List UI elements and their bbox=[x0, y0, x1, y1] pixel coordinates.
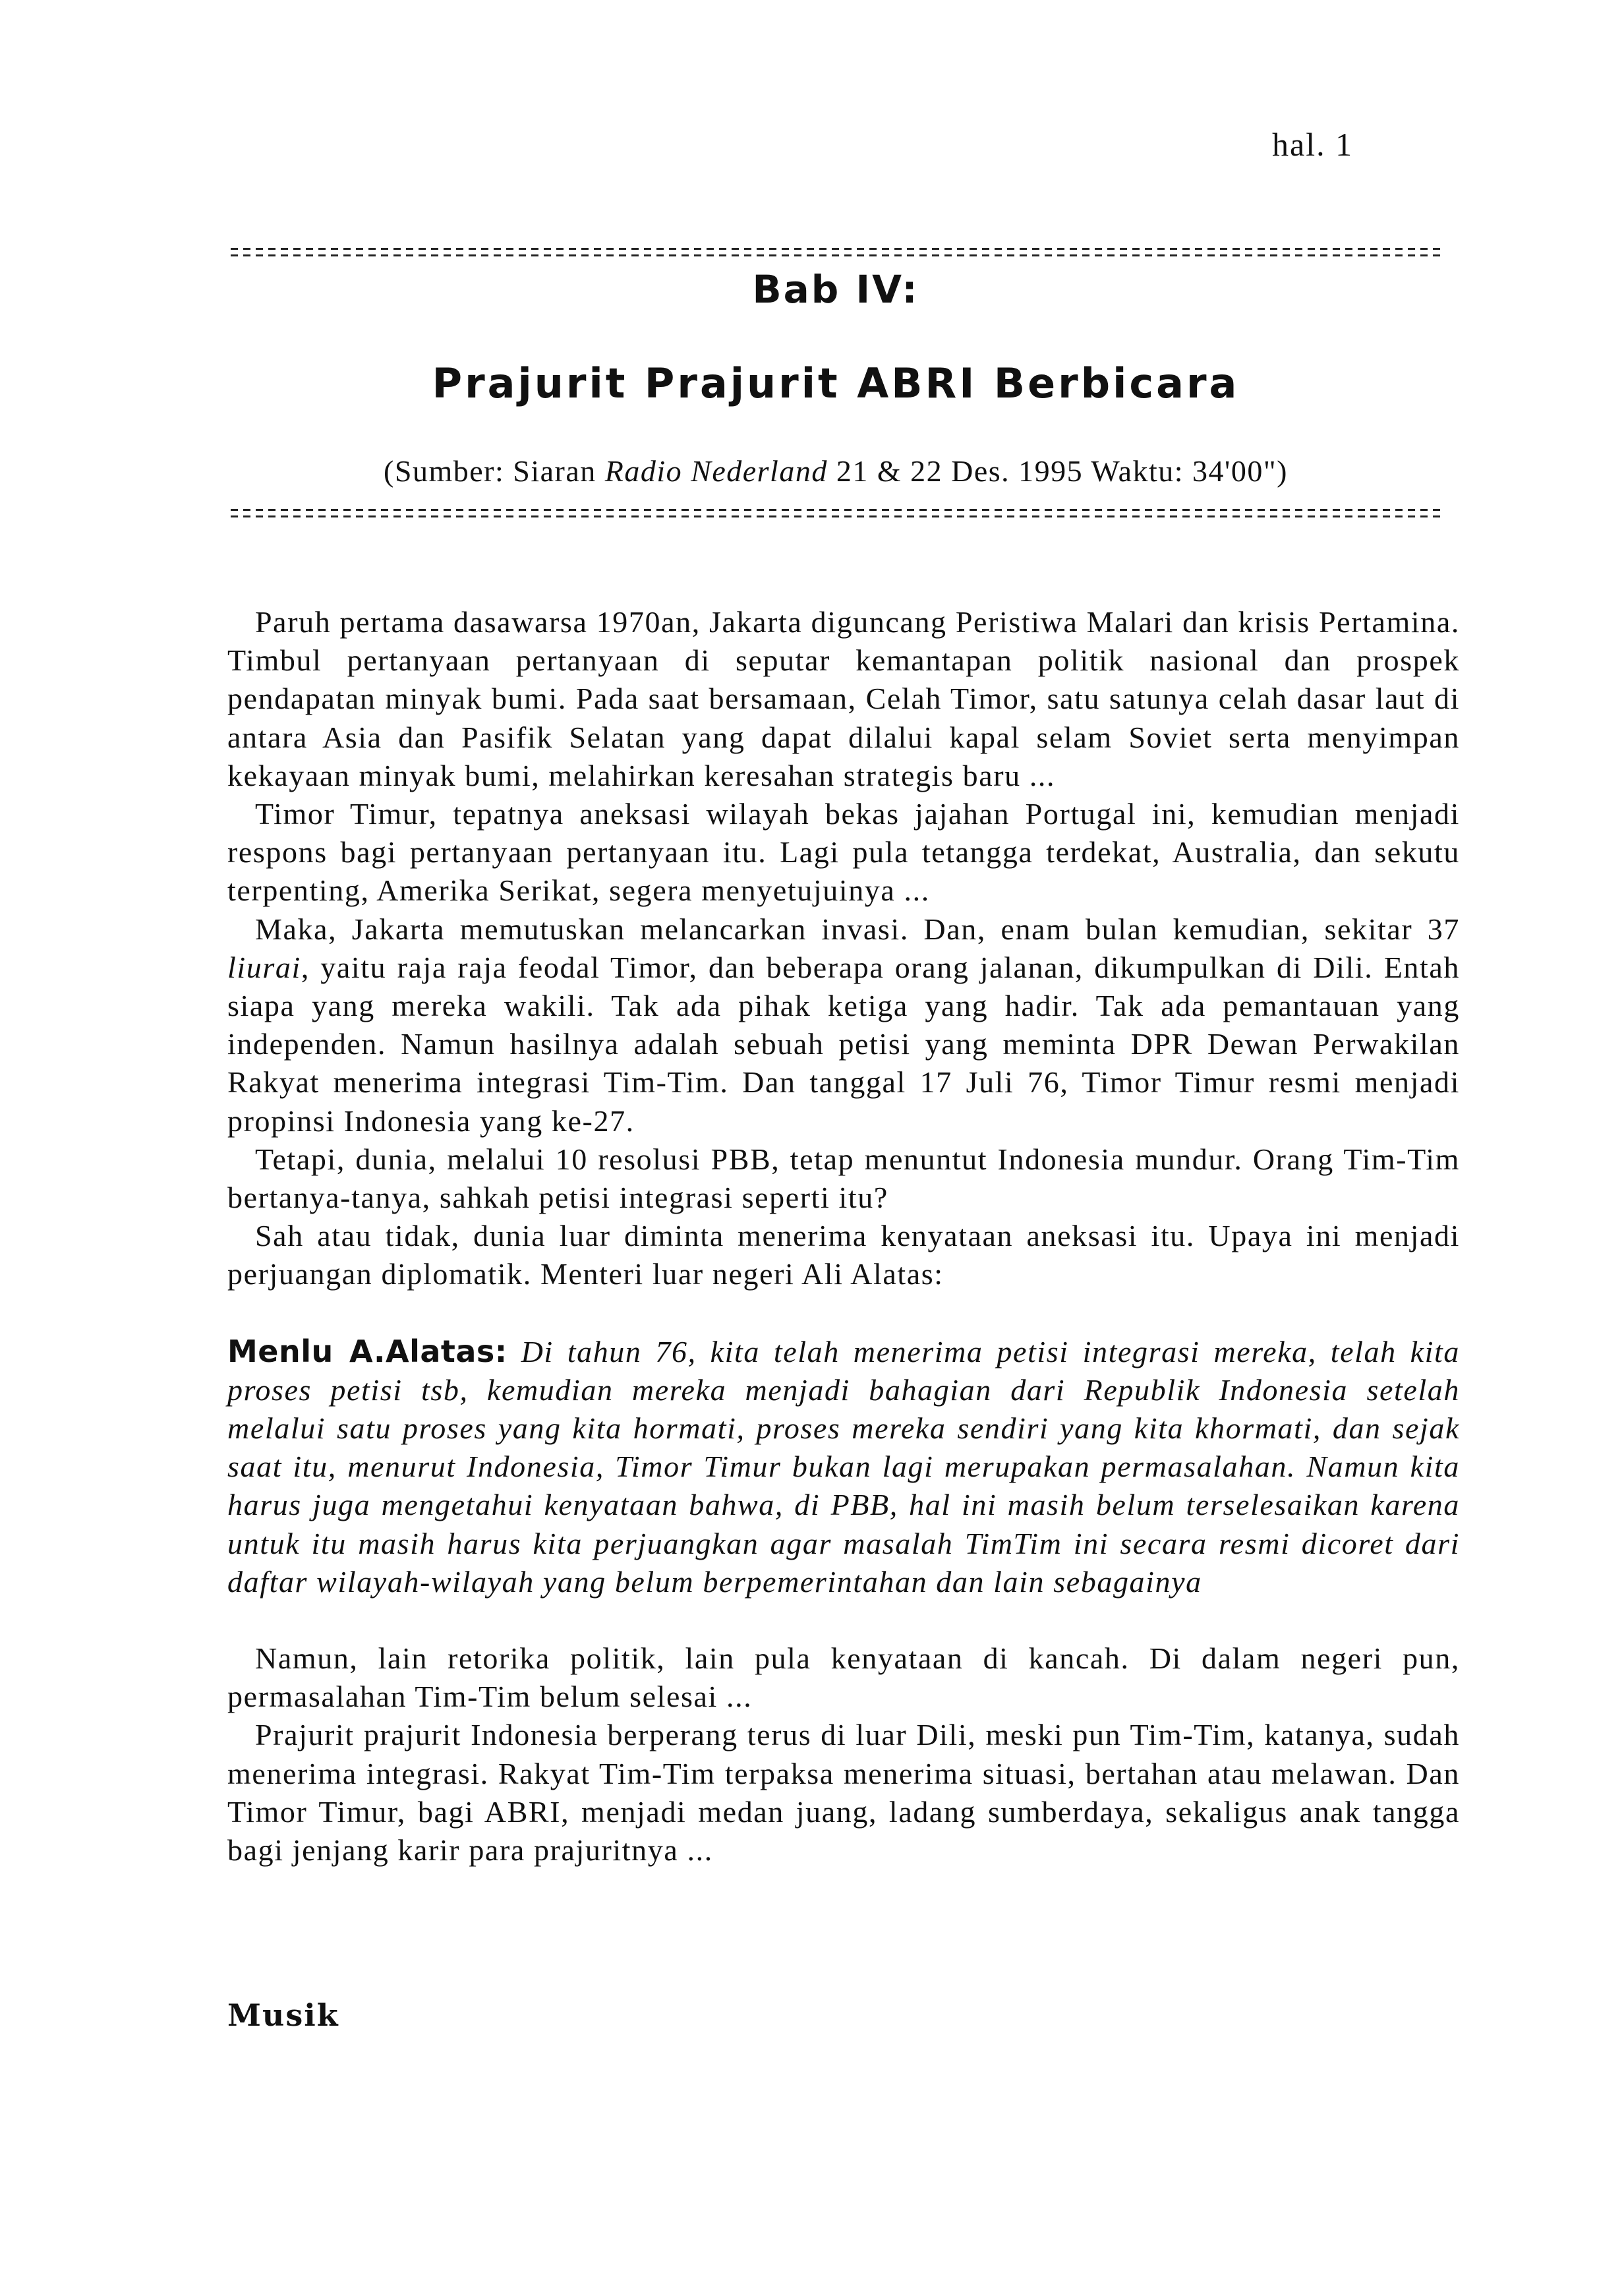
source-prefix: (Sumber: Siaran bbox=[384, 454, 605, 488]
musik-label: Musik bbox=[227, 1997, 339, 2033]
paragraph-4: Tetapi, dunia, melalui 10 resolusi PBB, tetap menuntut Indonesia mundur. Orang Tim-Tim bertanya-tanya, sahkah petisi integrasi seperti itu? bbox=[227, 1142, 1460, 1215]
source-line bbox=[24, 454, 1624, 488]
top-double-rule bbox=[231, 248, 1443, 257]
paragraph-1: Paruh pertama dasawarsa 1970an, Jakarta diguncang Peristiwa Malari dan krisis Pertamina. Timbul pertanyaan pertanyaan di seputar kemantapan politik nasional dan prospek pendapatan minyak bumi. Pada saat bersamaan, Celah Timor, satu satunya celah dasar laut di antara Asia dan Pasifik Selatan yang dapat dilalui kapal selam Soviet serta menyimpan kekayaan minyak bumi, melahirkan keresahan strategis baru ... bbox=[227, 605, 1460, 792]
liurai-term: liurai bbox=[227, 950, 301, 984]
page-number: hal. 1 bbox=[1272, 126, 1354, 163]
paragraph-5: Sah atau tidak, dunia luar diminta menerima kenyataan aneksasi itu. Upaya ini menjadi perjuangan diplomatik. Menteri luar negeri Ali Alatas: bbox=[227, 1219, 1460, 1291]
source-suffix: 21 & 22 Des. 1995 Waktu: 34'00") bbox=[827, 454, 1288, 488]
bottom-double-rule bbox=[231, 509, 1443, 518]
paragraph-6: Namun, lain retorika politik, lain pula kenyataan di kancah. Di dalam negeri pun, permasalahan Tim-Tim belum selesai ... bbox=[227, 1641, 1460, 1714]
paragraph-3-start: Maka, Jakarta memutuskan melancarkan invasi. Dan, enam bulan kemudian, sekitar 37 bbox=[255, 912, 1460, 946]
body-text bbox=[227, 603, 1460, 1869]
paragraph-7: Prajurit prajurit Indonesia berperang terus di luar Dili, meski pun Tim-Tim, katanya, sudah menerima integrasi. Rakyat Tim-Tim terpaksa menerima situasi, bertahan atau melawan. Dan Timor Timur, bagi ABRI, menjadi medan juang, ladang sumberdaya, sekaligus anak tangga bagi jenjang karir para prajuritnya ... bbox=[227, 1718, 1460, 1868]
source-program: Radio Nederland bbox=[604, 454, 828, 488]
paragraph-3-end: , yaitu raja raja feodal Timor, dan beberapa orang jalanan, dikumpulkan di Dili. Entah siapa yang mereka wakili. Tak ada pihak ketiga yang hadir. Tak ada pemantauan yang independen. Namun hasilnya adalah sebuah petisi yang meminta DPR Dewan Perwakilan Rakyat menerima integrasi Tim-Tim. Dan tanggal 17 Juli 76, Timor Timur resmi menjadi propinsi Indonesia yang ke-27. bbox=[227, 950, 1460, 1138]
alatas-quote bbox=[227, 1332, 1460, 1601]
paragraph-2: Timor Timur, tepatnya aneksasi wilayah bekas jajahan Portugal ini, kemudian menjadi respons bagi pertanyaan pertanyaan itu. Lagi pula tetangga terdekat, Australia, dan sekutu terpenting, Amerika Serikat, segera menyetujuinya ... bbox=[227, 797, 1460, 908]
chapter-title: Prajurit Prajurit ABRI Berbicara bbox=[432, 359, 1240, 407]
chapter-heading: Bab IV: bbox=[752, 267, 919, 312]
quote-text: Di tahun 76, kita telah menerima petisi integrasi mereka, telah kita proses petisi tsb, kemudian mereka menjadi bahagian dari Republik Indonesia setelah melalui satu proses yang kita hormati, proses mereka sendiri yang kita khormati, dan sejak saat itu, menurut Indonesia, Timor Timur bukan lagi merupakan permasalahan. Namun kita harus juga mengetahui kenyataan bahwa, di PBB, hal ini masih belum terselesaikan karena untuk itu masih harus kita perjuangkan agar masalah TimTim ini secara resmi dicoret dari daftar wilayah-wilayah yang belum berpemerintahan dan lain sebagainya bbox=[227, 1334, 1460, 1599]
quote-speaker: Menlu A.Alatas: bbox=[227, 1333, 508, 1369]
paragraph-3 bbox=[227, 910, 1460, 1140]
